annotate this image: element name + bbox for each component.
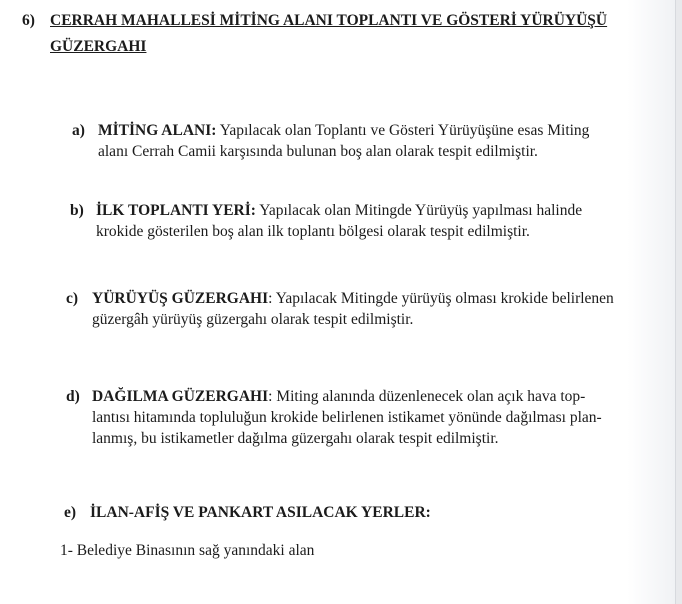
item-miting-alani bbox=[72, 120, 635, 162]
item-ilk-toplanti-yeri bbox=[70, 200, 635, 242]
item-text-line2: lantısı hitamında topluluğun krokide belirlenen istikamet yönünde dağılması plan- bbox=[92, 409, 602, 426]
item-text-line3: lanmış, bu istikametler dağılma güzergahı olarak tespit edilmiştir. bbox=[92, 430, 499, 447]
item-label: İLK TOPLANTI YERİ: bbox=[96, 202, 256, 219]
item-marker: c) bbox=[66, 290, 79, 307]
section-title-line1: CERRAH MAHALLESİ MİTİNG ALANI TOPLANTI VE GÖSTERİ YÜRÜYÜŞÜ bbox=[50, 12, 608, 29]
item-text-line2: güzergâh yürüyüş güzergahı olarak tespit edilmiştir. bbox=[92, 311, 414, 328]
item-marker: a) bbox=[72, 122, 85, 139]
item-body bbox=[64, 502, 624, 523]
item-body bbox=[66, 386, 634, 449]
item-ilan-afis-pankart bbox=[64, 502, 624, 523]
item-text-line2: alanı Cerrah Camii karşısında bulunan boş alan olarak tespit edilmiştir. bbox=[98, 143, 538, 160]
item-body bbox=[70, 200, 635, 242]
item-label: MİTİNG ALANI: bbox=[98, 122, 217, 139]
item-text-line1: : Yapılacak Mitingde yürüyüş olması krokide belirlenen bbox=[268, 290, 614, 307]
item-text-line1: Yapılacak olan Mitingde Yürüyüş yapılması halinde bbox=[255, 202, 583, 219]
list-item: 1- Belediye Binasının sağ yanındaki alan bbox=[60, 542, 315, 559]
section-heading bbox=[22, 8, 672, 60]
item-text-line1: : Miting alanında düzenlenecek olan açık hava top- bbox=[268, 388, 586, 405]
item-marker: b) bbox=[70, 202, 84, 219]
item-label: İLAN-AFİŞ VE PANKART ASILACAK YERLER: bbox=[90, 504, 431, 521]
item-marker: d) bbox=[66, 388, 80, 405]
item-body bbox=[66, 288, 634, 330]
item-marker: e) bbox=[64, 504, 77, 521]
item-text-line2: krokide gösterilen boş alan ilk toplantı bölgesi olarak tespit edilmiştir. bbox=[96, 223, 530, 240]
item-text-line1: Yapılacak olan Toplantı ve Gösteri Yürüyüşüne esas Miting bbox=[216, 122, 590, 139]
item-body bbox=[72, 120, 635, 162]
item-dagilma-guzergahi bbox=[66, 386, 634, 449]
section-title-line2: GÜZERGAHI bbox=[50, 38, 147, 55]
item-label: YÜRÜYÜŞ GÜZERGAHI bbox=[92, 290, 269, 307]
section-number: 6) bbox=[22, 12, 35, 29]
page-edge bbox=[675, 0, 682, 604]
item-yuruyus-guzergahi bbox=[66, 288, 634, 330]
item-label: DAĞILMA GÜZERGAHI bbox=[92, 388, 269, 405]
